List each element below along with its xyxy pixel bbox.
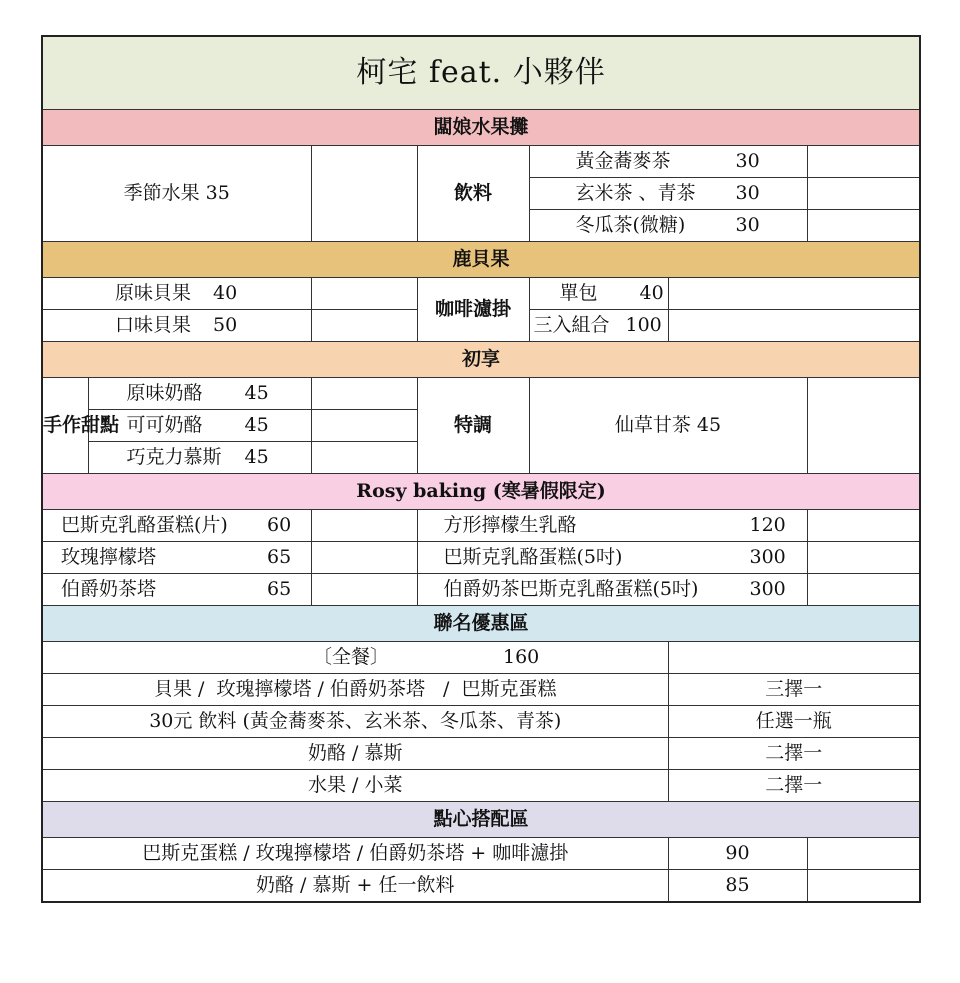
dessert-item [88,410,311,442]
section-header-rosy: Rosy baking (寒暑假限定) [42,474,920,510]
rosy-name: 玫瑰擰檬塔 [61,546,157,568]
full-meal-label: 〔全餐〕 [313,646,390,668]
combo-choice: 二擇一 [668,770,920,802]
empty-cell [311,310,417,342]
rosy-item [42,542,311,574]
rosy-item [417,542,807,574]
dessert-price: 45 [244,414,269,436]
empty-cell [311,378,417,410]
coffee-name: 單包 [559,282,598,304]
special-item: 仙草甘茶 45 [529,378,807,474]
empty-cell [807,574,920,606]
combo-choice: 二擇一 [668,738,920,770]
empty-cell [668,310,920,342]
rosy-price: 300 [749,578,786,600]
empty-cell [668,278,920,310]
rosy-name: 巴斯克乳酪蛋糕(片) [61,514,228,536]
rosy-name: 伯爵奶茶巴斯克乳酪蛋糕(5吋) [443,578,699,600]
section-header-combo: 聯名優惠區 [42,606,920,642]
combo-desc: 30元 飲料 (黃金蕎麥茶、玄米茶、冬瓜茶、青茶) [42,706,668,738]
drink-item [529,210,807,242]
rosy-name: 巴斯克乳酪蛋糕(5吋) [443,546,623,568]
rosy-name: 伯爵奶茶塔 [61,578,157,600]
section-header-bagel: 鹿貝果 [42,242,920,278]
snack-price: 85 [668,870,807,903]
rosy-item [417,510,807,542]
section-header-chuxiang: 初享 [42,342,920,378]
combo-desc: 奶酪 / 慕斯 [42,738,668,770]
snack-desc: 奶酪 / 慕斯 + 任一飲料 [42,870,668,903]
combo-choice: 任選一瓶 [668,706,920,738]
rosy-price: 65 [267,578,292,600]
dessert-name: 原味奶酪 [126,382,203,404]
coffee-item [529,278,668,310]
rosy-name: 方形擰檬生乳酪 [443,514,577,536]
rosy-item [417,574,807,606]
snack-price: 90 [668,838,807,870]
drink-name: 黃金蕎麥茶 [575,150,671,172]
empty-cell [311,574,417,606]
drink-item [529,146,807,178]
dessert-item [88,442,311,474]
dessert-name: 巧克力慕斯 [126,446,222,468]
drink-price: 30 [735,182,760,204]
full-meal-row [42,642,668,674]
snack-desc: 巴斯克蛋糕 / 玫瑰擰檬塔 / 伯爵奶茶塔 + 咖啡濾掛 [42,838,668,870]
bagel-price: 50 [213,314,238,336]
coffee-price: 40 [639,282,664,304]
bagel-name: 原味貝果 [115,282,192,304]
drink-name: 玄米茶 、青茶 [575,182,696,204]
coffee-item [529,310,668,342]
full-meal-price: 160 [503,646,540,668]
bagel-price: 40 [213,282,238,304]
coffee-price: 100 [625,314,662,336]
section-header-fruit: 闆娘水果攤 [42,110,920,146]
empty-cell [311,510,417,542]
dessert-price: 45 [244,446,269,468]
drink-label: 飲料 [417,146,529,242]
rosy-price: 120 [749,514,786,536]
bagel-item [42,278,311,310]
empty-cell [807,378,920,474]
rosy-price: 65 [267,546,292,568]
empty-cell [807,178,920,210]
combo-desc: 貝果 / 玫瑰擰檬塔 / 伯爵奶茶塔 / 巴斯克蛋糕 [42,674,668,706]
menu-table [41,35,921,903]
empty-cell [668,642,920,674]
empty-cell [311,542,417,574]
special-label: 特調 [417,378,529,474]
dessert-item [88,378,311,410]
bagel-item [42,310,311,342]
empty-cell [807,146,920,178]
section-header-snack: 點心搭配區 [42,802,920,838]
dessert-label: 手作甜點 [42,378,88,474]
dessert-price: 45 [244,382,269,404]
drink-price: 30 [735,150,760,172]
rosy-item [42,574,311,606]
rosy-price: 300 [749,546,786,568]
bagel-name: 口味貝果 [115,314,192,336]
drink-item [529,178,807,210]
coffee-name: 三入組合 [533,314,610,336]
empty-cell [807,510,920,542]
empty-cell [311,146,417,242]
dessert-name: 可可奶酪 [126,414,203,436]
seasonal-fruit-item: 季節水果 35 [42,146,311,242]
rosy-item [42,510,311,542]
empty-cell [311,442,417,474]
coffee-label: 咖啡濾掛 [417,278,529,342]
empty-cell [807,210,920,242]
empty-cell [807,542,920,574]
empty-cell [807,838,920,870]
empty-cell [311,410,417,442]
empty-cell [807,870,920,903]
combo-choice: 三擇一 [668,674,920,706]
rosy-price: 60 [267,514,292,536]
page-title: 柯宅 feat. 小夥伴 [42,36,920,110]
combo-desc: 水果 / 小菜 [42,770,668,802]
drink-name: 冬瓜茶(微糖) [575,214,686,236]
empty-cell [311,278,417,310]
drink-price: 30 [735,214,760,236]
